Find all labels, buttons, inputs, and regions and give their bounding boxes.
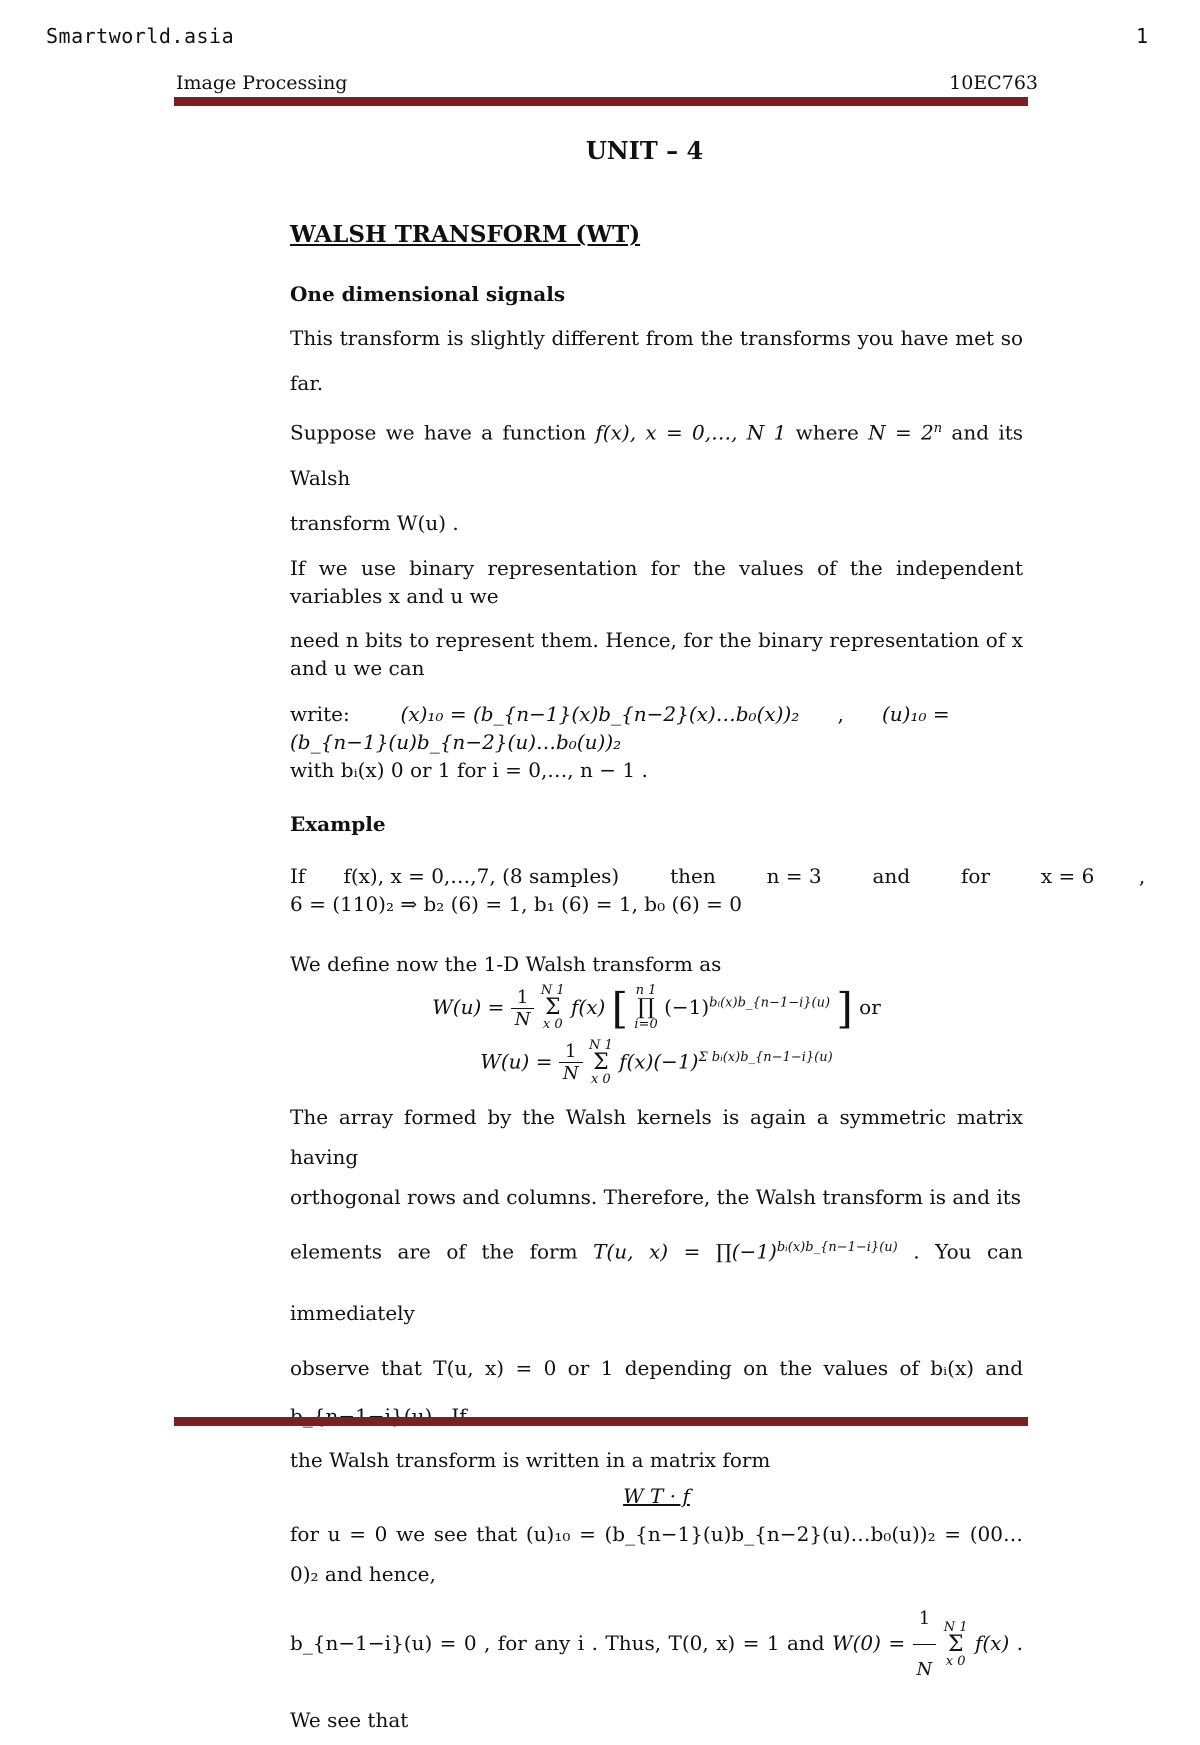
equation-1: W(u) = $\frac{1}{N}$ N 1 Σ x 0 f(x) [ n 1 ∏ i=0 $(-1)^{bᵢ(x)b\_\{n-1-i\}(u)}$ ] or — [432, 983, 881, 1033]
paragraph-9: observe that T(u, x) = 0 or 1 depending on the values of bᵢ(x) and — [290, 1356, 1023, 1381]
paragraph-4: If we use binary representation for the values of the independent variables x and u we — [290, 555, 1023, 608]
example-title: Example — [290, 811, 386, 836]
paragraph-5: need n bits to represent them. Hence, for the binary representation of x and u we can — [290, 627, 1023, 680]
paragraph-3: transform W(u) . — [290, 510, 459, 535]
paragraph-6: The array formed by the Walsh kernels is again a symmetric matrix having — [290, 1104, 1023, 1169]
site-name: Smartworld.asia — [46, 24, 235, 48]
paragraph-10: the Walsh transform is written in a matrix form — [290, 1448, 771, 1473]
paragraph-8: elements are of the form T(u, $x) = \prod(-1)^{bᵢ(x)b\_\{n-1-i\}(u)}$ . You can immediately — [290, 1239, 1024, 1326]
define-line: We define now the 1-D Walsh transform as — [290, 951, 722, 976]
write-line: write: (x)₁₀ = (b_{n−1}(x)b_{n−2}(x)…b₀(x))₂ , (u)₁₀ = (b_{n−1}(u)b_{n−2}(u)…b₀(u))₂ — [290, 701, 950, 754]
paragraph-11: for u = 0 we see that (u)₁₀ = (b_{n−1}(u)b_{n−2}(u)…b₀(u))₂ = (00…0)₂ and hence, — [290, 1522, 1023, 1587]
paragraph-1: This transform is slightly different from the transforms you have met so far. — [290, 326, 1023, 395]
header-rule — [174, 97, 1028, 106]
matrix-equation: W T · f — [623, 1484, 690, 1509]
paragraph-7: orthogonal rows and columns. Therefore, the Walsh transform is and its — [290, 1184, 1022, 1209]
paragraph-12: b_{n−1−i}(u) = 0 , for any i . Thus, T(0, x) = 1 and W(0) = $\frac{1}{N}$ N 1 Σ x 0 f(x) . We see that — [290, 1594, 1023, 1745]
course-code: 10EC763 — [949, 72, 1038, 94]
with-line: with bᵢ(x) 0 or 1 for i = 0,…, n − 1 . — [290, 757, 648, 782]
page-content — [290, 130, 1146, 1745]
section-title: WALSH TRANSFORM (WT) — [290, 221, 641, 248]
subsection-title: One dimensional signals — [290, 282, 566, 306]
footer-rule — [174, 1417, 1028, 1426]
paragraph-2: Suppose we have a function f(x), x = 0,…, N 1 where $N = 2^n$ and its Walsh — [290, 420, 1024, 490]
example-line-1: If f(x), x = 0,…,7, (8 samples) then n = 3 and for x = 6 , — [290, 863, 1146, 888]
unit-title: UNIT – 4 — [585, 136, 704, 165]
example-line-2: 6 = (110)₂ ⇒ b₂ (6) = 1, b₁ (6) = 1, b₀ (6) = 0 — [290, 891, 743, 916]
page-number: 1 — [1135, 24, 1148, 48]
equation-2: W(u) = $\frac{1}{N}$ N 1 Σ x 0 $f(x)(-1)^{\Sigma bᵢ(x)b\_\{n-1-i\}(u)}$ — [480, 1037, 833, 1087]
subject-header: Image Processing — [176, 72, 348, 94]
